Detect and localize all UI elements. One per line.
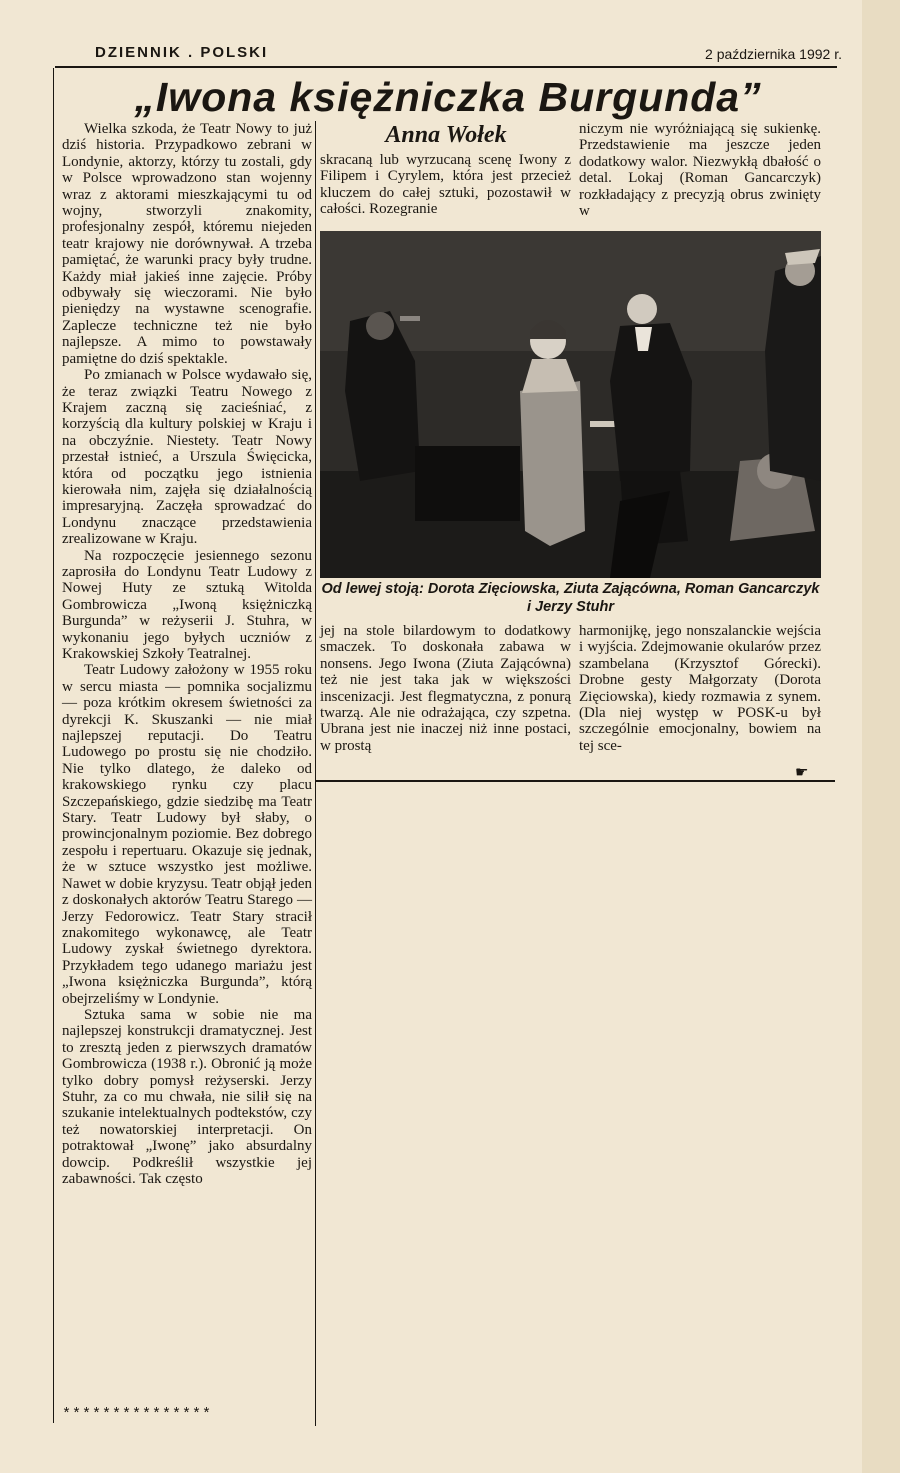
photo-caption: Od lewej stoją: Dorota Zięciowska, Ziuta Zającówna, Roman Gancarczyk i Jerzy Stuhr <box>321 581 820 615</box>
article-headline: „Iwona księżniczka Burgunda” <box>134 74 762 120</box>
bottom-rule <box>315 780 835 782</box>
stage-photo-illustration <box>320 231 821 578</box>
article-column-3-top <box>579 121 821 219</box>
article-column-2-top <box>320 152 571 218</box>
article-column-3-bottom <box>579 623 821 754</box>
paragraph: harmonijkę, jego nonszalanckie wejścia i wyjścia. Zdejmowanie okularów przez szambelana (Krzysztof Górecki). Drobne gesty Małgorzaty (Dorota Zięciowska), kiedy rozmawia z synem. (Dla niej występ w POSK-u był szczególnie emocjonalny, bowiem na tej sce- <box>579 623 821 754</box>
paragraph: skracaną lub wyrzucaną scenę Iwony z Filipem i Cyrylem, która jest przecież kluczem do całej sztuki, pozostawił w całości. Rozegranie <box>320 152 571 218</box>
paragraph: Po zmianach w Polsce wydawało się, że teraz związki Teatru Nowego z Krajem zaczną się zacieśniać, z korzyścią dla kultury polskiej w Kraju i na obczyźnie. Niestety. Teatr Nowy przestał istnieć, a Urszula Święcicka, która od początku jego istnienia kierowała nim, zajęła się działalnością impresaryjną. Zaczęła sprowadzać do Londynu znaczące przedstawienia zrealizowane w Kraju. <box>62 367 312 548</box>
column-divider-left <box>53 68 54 1423</box>
article-author: Anna Wołek <box>385 122 507 148</box>
paragraph: Sztuka sama w sobie nie ma najlepszej konstrukcji dramatycznej. Jest to zresztą jeden z pierwszych dramatów Gombrowicza (1938 r.). Obronić ją może tylko dobry pomysł reżyserski. Jerzy Stuhr, za co mu chwała, nie silił się na szukanie intelektualnych podtekstów, czy też nowatorskiej interpretacji. On potraktował „Iwonę” jako absurdalny dowcip. Podkreślił wszystkie jej zabawności. Tak często <box>62 1006 312 1187</box>
issue-date: 2 października 1992 r. <box>705 46 842 62</box>
top-rule <box>55 66 837 68</box>
paragraph: Wielka szkoda, że Teatr Nowy to już dziś historia. Przypadkowo zebrani w Londynie, aktorzy, którzy tu zostali, gdy w Polsce wprowadzono stan wojenny wraz z aktorami mieszkającymi tu od wojny, stworzyli znakomity, profesjonalny zespół, któremu niejeden teatr krajowy nie dorównywał. A trzeba pamiętać, że warunki pracy były trudne. Każdy miał jakieś inne zajęcie. Próby odbywały się wieczorami. Nie było pieniędzy na wystawne scenografie. Zaplecze techniczne też nie było najlepsze. A mimo to powstawały pamiętne do dziś spektakle. <box>62 121 312 367</box>
article-column-1 <box>62 121 312 1187</box>
pointing-hand-icon: ☛ <box>795 763 809 781</box>
paragraph: Teatr Ludowy założony w 1955 roku w sercu miasta — pomnika socjalizmu — poza krótkim okresem świetności za dyrekcji K. Skuszanki — nie miał najlepszej reputacji. Do Teatru Ludowego po prostu się nie chodziło. Nie tylko dlatego, że daleko od krakowskiego rynku czy placu Szczepańskiego, gdzie siedzibę ma Teatr Stary. Teatr Ludowy był słaby, o prowincjonalnym poziomie. Bez dobrego zespołu i repertuaru. Okazuje się jednak, że w sztuce wszystko jest możliwe. Nawet w dobie kryzysu. Teatr objął jeden z doskonałych aktorów Teatru Starego — Jerzy Fedorowicz. Teatr Stary stracił znakomitego wykonawcę, ale Teatr Ludowy zyskał świetnego dyrektora. Przykładem tego udanego mariażu jest „Iwona księżniczka Burgunda”, którą obejrzeliśmy w Londynie. <box>62 662 312 1007</box>
stage-photo <box>320 231 821 578</box>
paragraph: niczym nie wyróżniającą się sukienkę. Przedstawienie ma jeszcze jeden dodatkowy walor. Niezwykłą dbałość o detal. Lokaj (Roman Gancarczyk) rozkładający z precyzją obrus zwinięty w <box>579 121 821 220</box>
section-end-stars: *************** <box>62 1406 213 1423</box>
newspaper-name: DZIENNIK . POLSKI <box>95 44 269 61</box>
article-column-2-bottom <box>320 623 571 754</box>
column-divider-1-lower <box>315 781 316 1426</box>
paper-edge <box>862 0 900 1473</box>
column-divider-1 <box>315 121 316 781</box>
paragraph: jej na stole bilardowym to dodatkowy smaczek. To doskonała zabawa w nonsens. Jego Iwona (Ziuta Zającówna) też nie jest taka jak w większości inscenizacji. Jest flegmatyczna, z ponurą twarzą. Ale nie odrażająca, czy szpetna. Ubrana jest nie inaczej niż inne postaci, w prostą <box>320 623 571 754</box>
paragraph: Na rozpoczęcie jesiennego sezonu zaprosiła do Londynu Teatr Ludowy z Nowej Huty ze sztuką Witolda Gombrowicza „Iwoną księżniczką Burgunda” w reżyserii J. Stuhra, w wykonaniu jego byłych uczniów z Krakowskiej Szkoły Teatralnej. <box>62 547 312 662</box>
